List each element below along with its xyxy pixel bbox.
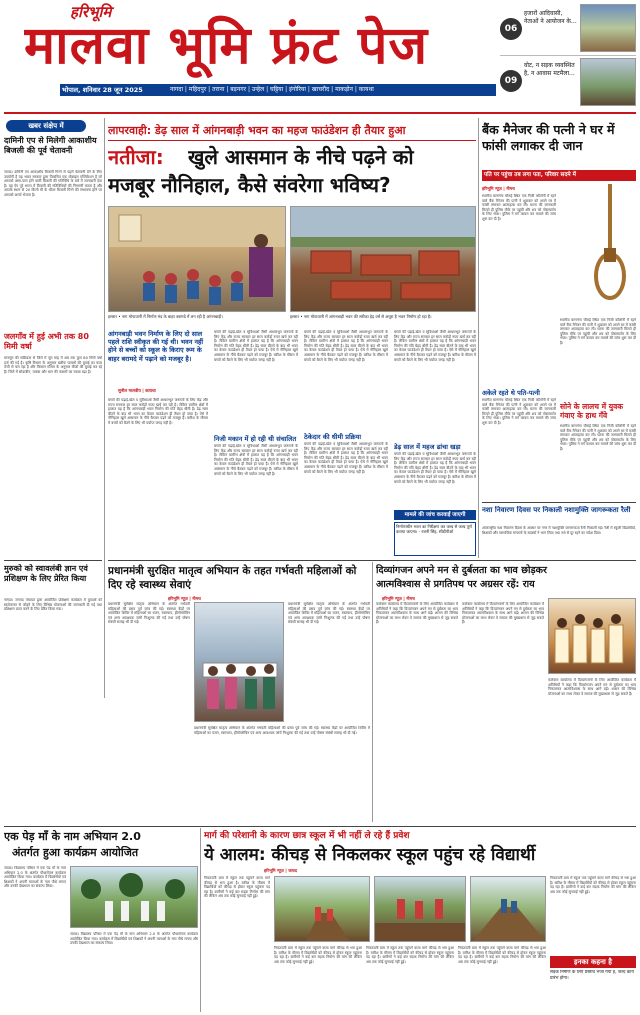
middle-right-story bbox=[376, 562, 636, 822]
right-subhead-2: अकेले रहते थे पति-पत्नी bbox=[482, 389, 540, 397]
note-box-title: मामले की जांच करवाई जाएगी bbox=[394, 510, 476, 520]
lead-photo-2 bbox=[290, 206, 476, 312]
right-body: स्थानीय बाणगंगा चौराहे स्थित एक निजी कॉलोनी में रहने वाले बैंक मैनेजर की पत्नी ने शुक्रवार को अपने घर में फांसी लगाकर आत्महत्या कर ली। घटना की जानकारी मिलते ही पुलिस मौके पर पहुंची और शव को पोस्टमार्टम के लिए भेजा। पुलिस ने मर्ग कायम कर मामले की जांच शुरू कर दी है। bbox=[560, 318, 636, 345]
column-divider bbox=[104, 118, 105, 698]
mid-right-body: कलेक्टर कार्यालय में दिव्यांगजनों के लिए आयोजित कार्यक्रम में अतिथियों ने कहा कि दिव्यांगजन अपने मन से दुर्बलता का भाव निकालकर आत्मविश्वास के साथ आगे बढ़ें। शासन की विभिन्न योजनाओं का लाभ लेकर वे समाज की मुख्यधारा से जुड़ सकते हैं। bbox=[462, 602, 544, 625]
kicker-rule bbox=[108, 140, 476, 141]
photo-caption: इसरार • नाग मोयावानी में आंगनबाड़ी भवन की सरीका हेड़ वर्ष से अधूरा है भवन निर्माण हो रहा है। bbox=[290, 314, 432, 319]
note-quote: निर्माणाधीन भवन का निरीक्षण कर जल्द से जल्द पूर्ण कराया जाएगा। - रजनी सिंह, सीडीपीओ bbox=[394, 522, 476, 556]
photo-caption: इसरार • नाग मोयावानी में निर्माण मंद के बाहर बरामदे में लग रही है आंगनबाड़ी। bbox=[108, 314, 223, 319]
right-subhead: पति पर पहुंचा तब लगा पता, परिवार सदमे में bbox=[482, 170, 636, 181]
lead-body: बच्चों की पढ़ाई-खेल व सुविधाओं जैसी आधारभूत जरूरतों के लिए केंद्र और राज्य सरकार हर साल करोड़ों रुपए खर्च कर रही है। लेकिन ग्रामीण क्षेत्रों में हालात यह है कि आंगनबाड़ी भवन निर्माण की गति बेहद धीमी है। डेढ़ साल बीतने के बाद भी भवन का केवल फाउंडेशन ही तैयार हो पाया है। ऐसे में नौनिहाल खुले आसमान के नीचे बैठकर पढ़ने को मजबूर हैं। बारिश के मौसम में बच्चों को बैठने के लिए भी पर्याप्त जगह नहीं है। bbox=[304, 330, 388, 362]
lead-subhead: निजी मकान में हो रही थी संचालित bbox=[214, 435, 297, 443]
lead-body: बच्चों की पढ़ाई-खेल व सुविधाओं जैसी आधारभूत जरूरतों के लिए केंद्र और राज्य सरकार हर साल करोड़ों रुपए खर्च कर रही है। लेकिन ग्रामीण क्षेत्रों में हालात यह है कि आंगनबाड़ी भवन निर्माण की गति बेहद धीमी है। डेढ़ साल बीतने के बाद भी भवन का केवल फाउंडेशन ही तैयार हो पाया है। ऐसे में नौनिहाल खुले आसमान के नीचे बैठकर पढ़ने को मजबूर हैं। बारिश के मौसम में बच्चों को बैठने के लिए भी पर्याप्त जगह नहीं है। bbox=[304, 442, 388, 474]
bottom-left-headline-2[interactable]: अंतर्गत हुआ कार्यक्रम आयोजित bbox=[12, 846, 139, 859]
city-list: नागदा | महिदपुर | तराना | बड़नगर | उन्हेल | घट्टिया | इंगोरिया | खाचरौद | माकड़ोन | कायथा bbox=[170, 86, 374, 93]
pull-quote: आंगनबाड़ी भवन निर्माण के लिए दो साल पहले राशि स्वीकृत की गई थी। भवन नहीं होने से बच्चों को स्कूल के किराए रूम के बाहर बरामदे में पढ़ाने को मजबूर है। bbox=[108, 330, 204, 363]
bottom-left-headline-1[interactable]: एक पेड़ माँ के नाम अभियान 2.0 bbox=[4, 830, 141, 843]
reporter-byline: सुनील मालवीय | कायथा bbox=[118, 388, 156, 393]
column-divider bbox=[478, 118, 479, 558]
city-item: नागदा bbox=[170, 86, 184, 93]
brand-logo: हरिभूमि bbox=[70, 3, 112, 21]
felicitation-illustration bbox=[549, 599, 636, 674]
bottom-left-body: जावद। विद्यालय परिसर में एक पेड़ माँ के नाम अभियान 2.0 के अंतर्गत पौधारोपण कार्यक्रम आयोजित किया गया। कार्यक्रम में विद्यार्थियों एवं शिक्षकों ने अपनी माताओं के नाम पौधे लगाए और उनकी देखभाल का संकल्प लिया। bbox=[70, 932, 198, 946]
city-item: कायथा bbox=[358, 86, 374, 93]
column-divider bbox=[372, 562, 373, 822]
village-road-illustration bbox=[471, 877, 546, 942]
reporter-byline: हरिभूमि न्यूज़ | नीमच bbox=[482, 186, 515, 191]
bottom-left-photo bbox=[70, 866, 198, 928]
middle-left-story bbox=[108, 562, 370, 822]
lead-headline-line1[interactable]: खुले आसमान के नीचे पढ़ने को bbox=[188, 145, 414, 169]
mid-right-headline-1[interactable]: दिव्यांगजन अपने मन से दुर्बलता का भाव छोड़कर bbox=[376, 565, 547, 576]
city-item: बड़नगर bbox=[230, 86, 247, 93]
lead-body: बच्चों की पढ़ाई-खेल व सुविधाओं जैसी आधारभूत जरूरतों के लिए केंद्र और राज्य सरकार हर साल करोड़ों रुपए खर्च कर रही है। लेकिन ग्रामीण क्षेत्रों में हालात यह है कि आंगनबाड़ी भवन निर्माण की गति बेहद धीमी है। डेढ़ साल बीतने के बाद भी भवन का केवल फाउंडेशन ही तैयार हो पाया है। ऐसे में नौनिहाल खुले आसमान के नीचे बैठकर पढ़ने को मजबूर हैं। बारिश के मौसम में बच्चों को बैठने के लिए भी पर्याप्त जगह नहीं है। bbox=[214, 444, 298, 476]
noose-icon bbox=[584, 184, 636, 314]
students-walking-illustration bbox=[375, 877, 466, 942]
teaser-box[interactable] bbox=[500, 4, 636, 56]
muddy-road-illustration bbox=[275, 877, 370, 942]
lead-headline-line2[interactable]: मजबूर नौनिहाल, कैसे संवरेगा भविष्य? bbox=[108, 173, 391, 197]
reporter-byline: हरिभूमि न्यूज़ | नीमच bbox=[168, 596, 201, 601]
city-item: माकड़ोन bbox=[335, 86, 353, 93]
masthead-rule bbox=[4, 112, 636, 114]
teaser-text: हजारों आदिवासी, नेताओं ने आयोजन के... bbox=[524, 10, 577, 25]
lead-photo-1 bbox=[108, 206, 286, 312]
headline-prefix: नतीजा: bbox=[108, 145, 164, 169]
brief-body: मानसून की सक्रियता से जिले में जून माह में अब तक कुल 80 मिमी वर्षा दर्ज की गई है। कृषि विभाग के अनुसार खरीफ फसलों की बुवाई का काम तेजी से चल रहा है और किसान मौसम के अनुसार बीजों की बुवाई कर रहे हैं। जिले में सोयाबीन, मक्का और धान की फसलों का रकबा बढ़ा है। bbox=[4, 356, 102, 374]
masthead bbox=[0, 0, 640, 116]
right-headline[interactable]: बैंक मैनेजर की पत्नी ने घर में फांसी लगाकर दी जान bbox=[482, 122, 615, 153]
side-quote: सड़क निर्माण के लिए प्रस्ताव भेजा गया है, जल्द कार्य प्रारंभ होगा। bbox=[550, 970, 634, 981]
mid-left-photo bbox=[194, 602, 284, 722]
left-column bbox=[4, 118, 102, 698]
city-item: उन्हेल bbox=[251, 86, 265, 93]
lead-body: बच्चों की पढ़ाई-खेल व सुविधाओं जैसी आधारभूत जरूरतों के लिए केंद्र और राज्य सरकार हर साल करोड़ों रुपए खर्च कर रही है। लेकिन ग्रामीण क्षेत्रों में हालात यह है कि आंगनबाड़ी भवन निर्माण की गति बेहद धीमी है। डेढ़ साल बीतने के बाद भी भवन का केवल फाउंडेशन ही तैयार हो पाया है। ऐसे में नौनिहाल खुले आसमान के नीचे बैठकर पढ़ने को मजबूर हैं। बारिश के मौसम में बच्चों को बैठने के लिए भी पर्याप्त जगह नहीं है। bbox=[394, 452, 476, 484]
brief-body: जावद। दामिनी एप आकाशीय बिजली गिरने से पहले चेतावनी देने के लिए उपयोगी है यह भारत सरकार द्वारा विकसित एक मोबाइल एप्लिकेशन है जो आपको आस-पास होने वाली बिजली की गतिविधि के बारे में जानकारी देता है। यह ऐप पूरे भारत में बिजली की गतिविधियों की निगरानी करता है और आपके स्थान से 20 किलो मी के भीतर बिजली गिरने की संभावना होने पर आपको अलर्ट भेजता है। bbox=[4, 170, 102, 197]
dateline: भोपाल, शनिवार 28 जून 2025 bbox=[62, 86, 143, 94]
bottom-right-photo-1 bbox=[274, 876, 370, 942]
mid-left-body: प्रधानमंत्री सुरक्षित मातृत्व अभियान के अंतर्गत गर्भवती महिलाओं की प्रसव पूर्व जांच की गई। स्वास्थ्य केंद्रों पर आयोजित शिविर में महिलाओं का वजन, रक्तचाप, हीमोग्लोबिन एवं अन्य आवश्यक जांचें निःशुल्क की गईं तथा उन्हें पोषण संबंधी सलाह भी दी गई। bbox=[288, 602, 370, 625]
health-camp-illustration bbox=[195, 603, 284, 722]
lead-subhead: डेढ़ साल में महज ढांचा खड़ा bbox=[394, 443, 461, 451]
mid-left-body: प्रधानमंत्री सुरक्षित मातृत्व अभियान के अंतर्गत गर्भवती महिलाओं की प्रसव पूर्व जांच की गई। स्वास्थ्य केंद्रों पर आयोजित शिविर में महिलाओं का वजन, रक्तचाप, हीमोग्लोबिन एवं अन्य आवश्यक जांचें निःशुल्क की गईं तथा उन्हें पोषण संबंधी सलाह भी दी गई। bbox=[108, 602, 190, 625]
story2-body: स्थानीय बाणगंगा चौराहे स्थित एक निजी कॉलोनी में रहने वाले बैंक मैनेजर की पत्नी ने शुक्रवार को अपने घर में फांसी लगाकर आत्महत्या कर ली। घटना की जानकारी मिलते ही पुलिस मौके पर पहुंची और शव को पोस्टमार्टम के लिए भेजा। पुलिस ने मर्ग कायम कर मामले की जांच शुरू कर दी है। bbox=[560, 424, 636, 451]
right-body: स्थानीय बाणगंगा चौराहे स्थित एक निजी कॉलोनी में रहने वाले बैंक मैनेजर की पत्नी ने शुक्रवार को अपने घर में फांसी लगाकर आत्महत्या कर ली। घटना की जानकारी मिलते ही पुलिस मौके पर पहुंची और शव को पोस्टमार्टम के लिए भेजा। पुलिस ने मर्ग कायम कर मामले की जांच शुरू कर दी है। bbox=[482, 398, 556, 425]
bottom-right-body: निकटवर्ती ग्राम में स्कूल तक पहुंचने वाला मार्ग कीचड़ से भरा हुआ है। बारिश के मौसम में विद्यार्थियों को कीचड़ से होकर स्कूल पहुंचना पड़ रहा है। ग्रामीणों ने कई बार सड़क निर्माण की मांग की लेकिन अब तक कोई सुनवाई नहीं हुई। bbox=[204, 876, 270, 899]
teaser-photo bbox=[580, 4, 636, 52]
story2-headline[interactable]: सोने के लालच में युवक गंवाए के हाथ गँवे bbox=[560, 402, 624, 420]
mid-left-body: प्रधानमंत्री सुरक्षित मातृत्व अभियान के अंतर्गत गर्भवती महिलाओं की प्रसव पूर्व जांच की गई। स्वास्थ्य केंद्रों पर आयोजित शिविर में महिलाओं का वजन, रक्तचाप, हीमोग्लोबिन एवं अन्य आवश्यक जांचें निःशुल्क की गईं तथा उन्हें पोषण संबंधी सलाह भी दी गई। bbox=[194, 726, 370, 735]
lead-body: बच्चों की पढ़ाई-खेल व सुविधाओं जैसी आधारभूत जरूरतों के लिए केंद्र और राज्य सरकार हर साल करोड़ों रुपए खर्च कर रही है। लेकिन ग्रामीण क्षेत्रों में हालात यह है कि आंगनबाड़ी भवन निर्माण की गति बेहद धीमी है। डेढ़ साल बीतने के बाद भी भवन का केवल फाउंडेशन ही तैयार हो पाया है। ऐसे में नौनिहाल खुले आसमान के नीचे बैठकर पढ़ने को मजबूर हैं। बारिश के मौसम में बच्चों को बैठने के लिए भी पर्याप्त जगह नहीं है। bbox=[214, 330, 298, 362]
teaser-text: वोट, न सड़क व्यवस्थित है, न आवास मटमैला... bbox=[524, 62, 575, 77]
mid-left-headline[interactable]: प्रधानमंत्री सुरक्षित मातृत्व अभियान के तहत गर्भवती महिलाओं को दिए रहे स्वास्थ्य सेवाएं bbox=[108, 565, 357, 591]
side-head: इनका कहना है bbox=[550, 956, 636, 968]
city-item: तराना bbox=[212, 86, 225, 93]
mid-right-body: कलेक्टर कार्यालय में दिव्यांगजनों के लिए आयोजित कार्यक्रम में अतिथियों ने कहा कि दिव्यांगजन अपने मन से दुर्बलता का भाव निकालकर आत्मविश्वास के साथ आगे बढ़ें। शासन की विभिन्न योजनाओं का लाभ लेकर वे समाज की मुख्यधारा से जुड़ सकते हैं। bbox=[548, 678, 636, 696]
bottom-right-body: निकटवर्ती ग्राम में स्कूल तक पहुंचने वाला मार्ग कीचड़ से भरा हुआ है। बारिश के मौसम में विद्यार्थियों को कीचड़ से होकर स्कूल पहुंचना पड़ रहा है। ग्रामीणों ने कई बार सड़क निर्माण की मांग की लेकिन अब तक कोई सुनवाई नहीं हुई। bbox=[366, 946, 454, 964]
brief-headline[interactable]: दामिनी एप से मिलेगी आकाशीय बिजली की पूर्व चेतावनी bbox=[4, 136, 97, 155]
reporter-byline: हरिभूमि न्यूज़ | जावद bbox=[264, 868, 297, 873]
foundation-illustration bbox=[291, 207, 476, 312]
lead-body: बच्चों की पढ़ाई-खेल व सुविधाओं जैसी आधारभूत जरूरतों के लिए केंद्र और राज्य सरकार हर साल करोड़ों रुपए खर्च कर रही है। लेकिन ग्रामीण क्षेत्रों में हालात यह है कि आंगनबाड़ी भवन निर्माण की गति बेहद धीमी है। डेढ़ साल बीतने के बाद भी भवन का केवल फाउंडेशन ही तैयार हो पाया है। ऐसे में नौनिहाल खुले आसमान के नीचे बैठकर पढ़ने को मजबूर हैं। बारिश के मौसम में बच्चों को बैठने के लिए भी पर्याप्त जगह नहीं है। bbox=[108, 398, 208, 425]
rope-illustration bbox=[584, 184, 636, 314]
teaser-number: 06 bbox=[500, 18, 522, 40]
plantation-illustration bbox=[71, 867, 198, 928]
divider bbox=[4, 560, 102, 561]
teaser-number: 09 bbox=[500, 70, 522, 92]
bottom-left-story bbox=[4, 828, 198, 1012]
bottom-left-body: जावद। विद्यालय परिसर में एक पेड़ माँ के नाम अभियान 2.0 के अंतर्गत पौधारोपण कार्यक्रम आयोजित किया गया। कार्यक्रम में विद्यार्थियों एवं शिक्षकों ने अपनी माताओं के नाम पौधे लगाए और उनकी देखभाल का संकल्प लिया। bbox=[4, 866, 66, 889]
children-illustration bbox=[109, 207, 286, 312]
bottom-body: अंतरराष्ट्रीय नशा निवारण दिवस के अवसर पर नगर में नशामुक्ति जागरूकता रैली निकाली गई। रैली में स्कूली विद्यार्थियों, शिक्षकों और सामाजिक संगठनों के सदस्यों ने भाग लिया तथा नशे से दूर रहने का संदेश दिया। bbox=[482, 526, 636, 535]
city-item: खाचरौद bbox=[311, 86, 330, 93]
right-story bbox=[482, 118, 636, 558]
bottom-right-photo-3 bbox=[470, 876, 546, 942]
brief-headline[interactable]: जलगाँव में हुई अभी तक 80 मिमी वर्षा bbox=[4, 332, 89, 351]
lead-subhead: ठेकेदार की धीमी प्रक्रिया bbox=[304, 433, 362, 441]
column-divider bbox=[200, 828, 201, 1012]
brief-headline[interactable]: मुरुको को स्वावलंबी ज्ञान एवं प्रशिक्षण के लिए प्रेरित किया bbox=[4, 564, 88, 583]
right-body: स्थानीय बाणगंगा चौराहे स्थित एक निजी कॉलोनी में रहने वाले बैंक मैनेजर की पत्नी ने शुक्रवार को अपने घर में फांसी लगाकर आत्महत्या कर ली। घटना की जानकारी मिलते ही पुलिस मौके पर पहुंची और शव को पोस्टमार्टम के लिए भेजा। पुलिस ने मर्ग कायम कर मामले की जांच शुरू कर दी है। bbox=[482, 194, 556, 221]
brief-body: नागदा। जनपद पंचायत द्वारा आयोजित प्रशिक्षण कार्यक्रम में युवाओं को स्वरोजगार से जोड़ने के लिए विभिन्न योजनाओं की जानकारी दी गई तथा प्रशिक्षण प्राप्त करने के लिए प्रेरित किया गया। bbox=[4, 598, 102, 612]
bottom-right-body: निकटवर्ती ग्राम में स्कूल तक पहुंचने वाला मार्ग कीचड़ से भरा हुआ है। बारिश के मौसम में विद्यार्थियों को कीचड़ से होकर स्कूल पहुंचना पड़ रहा है। ग्रामीणों ने कई बार सड़क निर्माण की मांग की लेकिन अब तक कोई सुनवाई नहीं हुई। bbox=[550, 876, 636, 894]
page-title: मालवा भूमि फ्रंट पेज bbox=[24, 16, 429, 76]
city-item: घट्टिया bbox=[270, 86, 284, 93]
section-label: खबर संक्षेप में bbox=[6, 120, 86, 132]
bottom-right-kicker: मार्ग की परेशानी के कारण छात्र स्कूल में भी नहीं ले रहे हैं प्रवेश bbox=[204, 831, 410, 841]
lead-story bbox=[108, 118, 476, 558]
bottom-right-photo-2 bbox=[374, 876, 466, 942]
section-rule bbox=[108, 560, 636, 561]
mid-right-photo bbox=[548, 598, 636, 674]
divider bbox=[482, 502, 636, 503]
bottom-right-story bbox=[204, 828, 636, 1012]
reporter-byline: हरिभूमि न्यूज़ | नीमच bbox=[382, 596, 415, 601]
bottom-headline[interactable]: नशा निवारण दिवस पर निकाली नशामुक्ति जागरूकता रैली bbox=[482, 506, 631, 514]
section-rule bbox=[4, 826, 636, 827]
city-item: महिदपुर bbox=[188, 86, 207, 93]
city-item: इंगोरिया bbox=[289, 86, 306, 93]
mid-right-headline-2[interactable]: आत्मविश्वास से प्रगतिपथ पर अग्रसर रहें: राय bbox=[376, 579, 535, 590]
lead-body: बच्चों की पढ़ाई-खेल व सुविधाओं जैसी आधारभूत जरूरतों के लिए केंद्र और राज्य सरकार हर साल करोड़ों रुपए खर्च कर रही है। लेकिन ग्रामीण क्षेत्रों में हालात यह है कि आंगनबाड़ी भवन निर्माण की गति बेहद धीमी है। डेढ़ साल बीतने के बाद भी भवन का केवल फाउंडेशन ही तैयार हो पाया है। ऐसे में नौनिहाल खुले आसमान के नीचे बैठकर पढ़ने को मजबूर हैं। बारिश के मौसम में बच्चों को बैठने के लिए भी पर्याप्त जगह नहीं है। bbox=[394, 330, 476, 362]
lead-kicker[interactable]: लापरवाही: डेढ़ साल में आंगनबाड़ी भवन का महज फाउंडेशन ही तैयार हुआ bbox=[108, 124, 406, 137]
bottom-right-body: निकटवर्ती ग्राम में स्कूल तक पहुंचने वाला मार्ग कीचड़ से भरा हुआ है। बारिश के मौसम में विद्यार्थियों को कीचड़ से होकर स्कूल पहुंचना पड़ रहा है। ग्रामीणों ने कई बार सड़क निर्माण की मांग की लेकिन अब तक कोई सुनवाई नहीं हुई। bbox=[274, 946, 362, 964]
teaser-photo bbox=[580, 58, 636, 106]
teaser-box[interactable] bbox=[500, 58, 636, 110]
mid-right-body: कलेक्टर कार्यालय में दिव्यांगजनों के लिए आयोजित कार्यक्रम में अतिथियों ने कहा कि दिव्यांगजन अपने मन से दुर्बलता का भाव निकालकर आत्मविश्वास के साथ आगे बढ़ें। शासन की विभिन्न योजनाओं का लाभ लेकर वे समाज की मुख्यधारा से जुड़ सकते हैं। bbox=[376, 602, 458, 625]
bottom-right-body: निकटवर्ती ग्राम में स्कूल तक पहुंचने वाला मार्ग कीचड़ से भरा हुआ है। बारिश के मौसम में विद्यार्थियों को कीचड़ से होकर स्कूल पहुंचना पड़ रहा है। ग्रामीणों ने कई बार सड़क निर्माण की मांग की लेकिन अब तक कोई सुनवाई नहीं हुई। bbox=[458, 946, 546, 964]
bottom-right-headline[interactable]: ये आलम: कीचड़ से निकलकर स्कूल पहुंच रहे विद्यार्थी bbox=[204, 845, 536, 865]
